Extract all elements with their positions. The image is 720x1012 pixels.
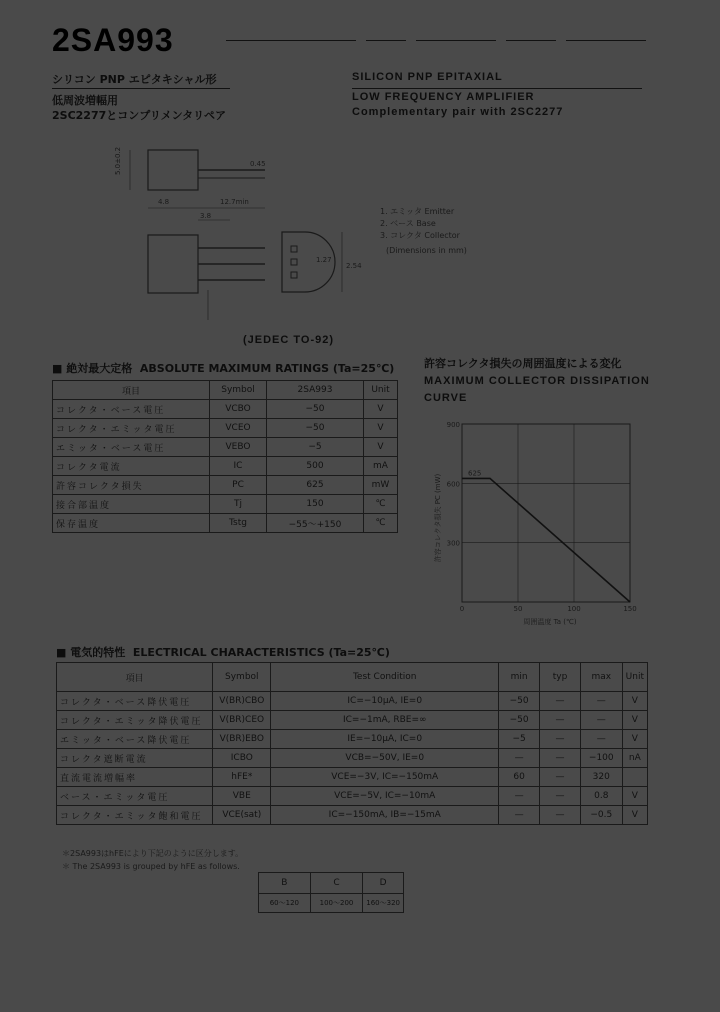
- en-complement: Complementary pair with 2SC2277: [352, 106, 564, 118]
- jp-title: シリコン PNP エピタキシャル形: [52, 73, 217, 86]
- chart-title-en: MAXIMUM COLLECTOR DISSIPATION CURVE: [424, 375, 650, 404]
- en-title: SILICON PNP EPITAXIAL: [352, 71, 503, 83]
- x-tick-label: 150: [623, 605, 637, 613]
- title-rule: [226, 40, 356, 41]
- y-axis-label: 許容コレクタ損失 PC (mW): [434, 473, 442, 563]
- title-rule: [416, 40, 496, 41]
- x-tick-label: 100: [567, 605, 581, 613]
- y-tick-label: 900: [446, 421, 460, 429]
- table-row: コレクタ・エミッタ電圧 VCEO −50 V: [53, 419, 398, 438]
- series-line: [462, 478, 630, 602]
- title-rule: [366, 40, 406, 41]
- abs-max-table: 項目 Symbol 2SA993 Unit コレクタ・ベース電圧 VCBO −50 V コレクタ・エミッタ電圧 VCEO −50 V エミッタ・ベース電圧 VEBO −5 V コレクタ電流 IC 500 mA 許容コレクタ損失 PC 625 mW 接合部温度 Tj 150 ℃ 保存温度 Tstg −55〜+150 ℃: [52, 380, 398, 533]
- dim-label: 0.45: [250, 160, 266, 168]
- jp-title-underline: [52, 88, 230, 89]
- part-number-title: 2SA993: [52, 22, 174, 58]
- pin-1: 1. エミッタ Emitter: [380, 207, 455, 216]
- table-row: 保存温度 Tstg −55〜+150 ℃: [53, 514, 398, 533]
- x-tick-label: 50: [513, 605, 523, 613]
- title-rule: [566, 40, 646, 41]
- table-row: コレクタ遮断電流 ICBO VCB=−50V, IE=0 — — −100 nA: [57, 749, 648, 768]
- table-row: ベース・エミッタ電圧 VBE VCE=−5V, IC=−10mA — — 0.8 V: [57, 787, 648, 806]
- dim-label: 12.7min: [220, 198, 249, 206]
- note-en: ＊ The 2SA993 is grouped by hFE as follows.: [62, 862, 240, 871]
- pin-2: 2. ベース Base: [380, 219, 436, 228]
- table-row: コレクタ・エミッタ飽和電圧 VCE(sat) IC=−150mA, IB=−15mA — — −0.5 V: [57, 806, 648, 825]
- table-row: コレクタ電流 IC 500 mA: [53, 457, 398, 476]
- pin-3: 3. コレクタ Collector: [380, 231, 460, 240]
- table-row: 直流電流増幅率 hFE* VCE=−3V, IC=−150mA 60 — 320: [57, 768, 648, 787]
- elec-heading: ■ 電気的特性 ELECTRICAL CHARACTERISTICS (Ta=25℃): [56, 646, 390, 659]
- title-rule: [506, 40, 556, 41]
- table-row: 接合部温度 Tj 150 ℃: [53, 495, 398, 514]
- en-use: LOW FREQUENCY AMPLIFIER: [352, 91, 535, 103]
- x-tick-label: 0: [459, 605, 465, 613]
- dissipation-chart: [430, 418, 660, 632]
- table-row: エミッタ・ベース電圧 VEBO −5 V: [53, 438, 398, 457]
- plot-frame: [462, 424, 630, 602]
- abs-max-heading: ■ 絶対最大定格 ABSOLUTE MAXIMUM RATINGS (Ta=25℃): [52, 362, 395, 375]
- dim-label: 4.8: [158, 198, 170, 206]
- chart-title-jp: 許容コレクタ損失の周囲温度による変化: [424, 357, 622, 370]
- note-jp: ＊2SA993はhFEにより下記のように区分します。: [62, 849, 244, 858]
- x-axis-label: 周囲温度 Ta (℃): [523, 618, 577, 626]
- annotation-625: 625: [468, 469, 482, 478]
- dim-label: 1.27: [316, 256, 332, 264]
- table-row: コレクタ・ベース降伏電圧 V(BR)CBO IC=−10μA, IE=0 −50 — — V: [57, 692, 648, 711]
- dim-label: 2.54: [346, 262, 362, 270]
- table-row: コレクタ・ベース電圧 VCBO −50 V: [53, 400, 398, 419]
- y-tick-label: 600: [446, 480, 460, 489]
- hfe-group-table: B C D 60〜120 100〜200 160〜320: [258, 872, 404, 913]
- table-row: エミッタ・ベース降伏電圧 V(BR)EBO IE=−10μA, IC=0 −5 — — V: [57, 730, 648, 749]
- package-drawing: [110, 140, 360, 330]
- table-row: 許容コレクタ損失 PC 625 mW: [53, 476, 398, 495]
- dim-label: 5.0±0.2: [114, 146, 122, 175]
- en-title-underline: [352, 88, 642, 89]
- table-row: コレクタ・エミッタ降伏電圧 V(BR)CEO IC=−1mA, RBE=∞ −50 — — V: [57, 711, 648, 730]
- units-note: (Dimensions in mm): [386, 246, 467, 255]
- elec-table: 項目 Symbol Test Condition min typ max Unit コレクタ・ベース降伏電圧 V(BR)CBO IC=−10μA, IE=0 −50 — — V コレクタ・エミッタ降伏電圧 V(BR)CEO IC=−1mA, RBE=∞ −50 — — V エミッタ・ベース降伏電圧 V(BR)EBO IE=−10μA, IC=0 −5 — — V コレクタ遮断電流 ICBO VCB=−50V, IE=0 — — −100 nA 直流電流増幅率 hFE* VCE=−3V, IC=−150mA 60 — 320 ベース・エミッタ電圧 VBE VCE=−5V, IC=−10mA — — 0.8 V コレクタ・エミッタ飽和電圧 VCE(sat) IC=−150mA, IB=−15mA — — −0.5 V: [56, 662, 648, 825]
- jp-complement: 2SC2277とコンプリメンタリペア: [52, 109, 226, 122]
- dim-label: 3.8: [200, 212, 212, 220]
- y-tick-label: 300: [446, 539, 460, 548]
- jedec-label: (JEDEC TO-92): [243, 334, 335, 346]
- jp-use: 低周波増幅用: [52, 94, 118, 107]
